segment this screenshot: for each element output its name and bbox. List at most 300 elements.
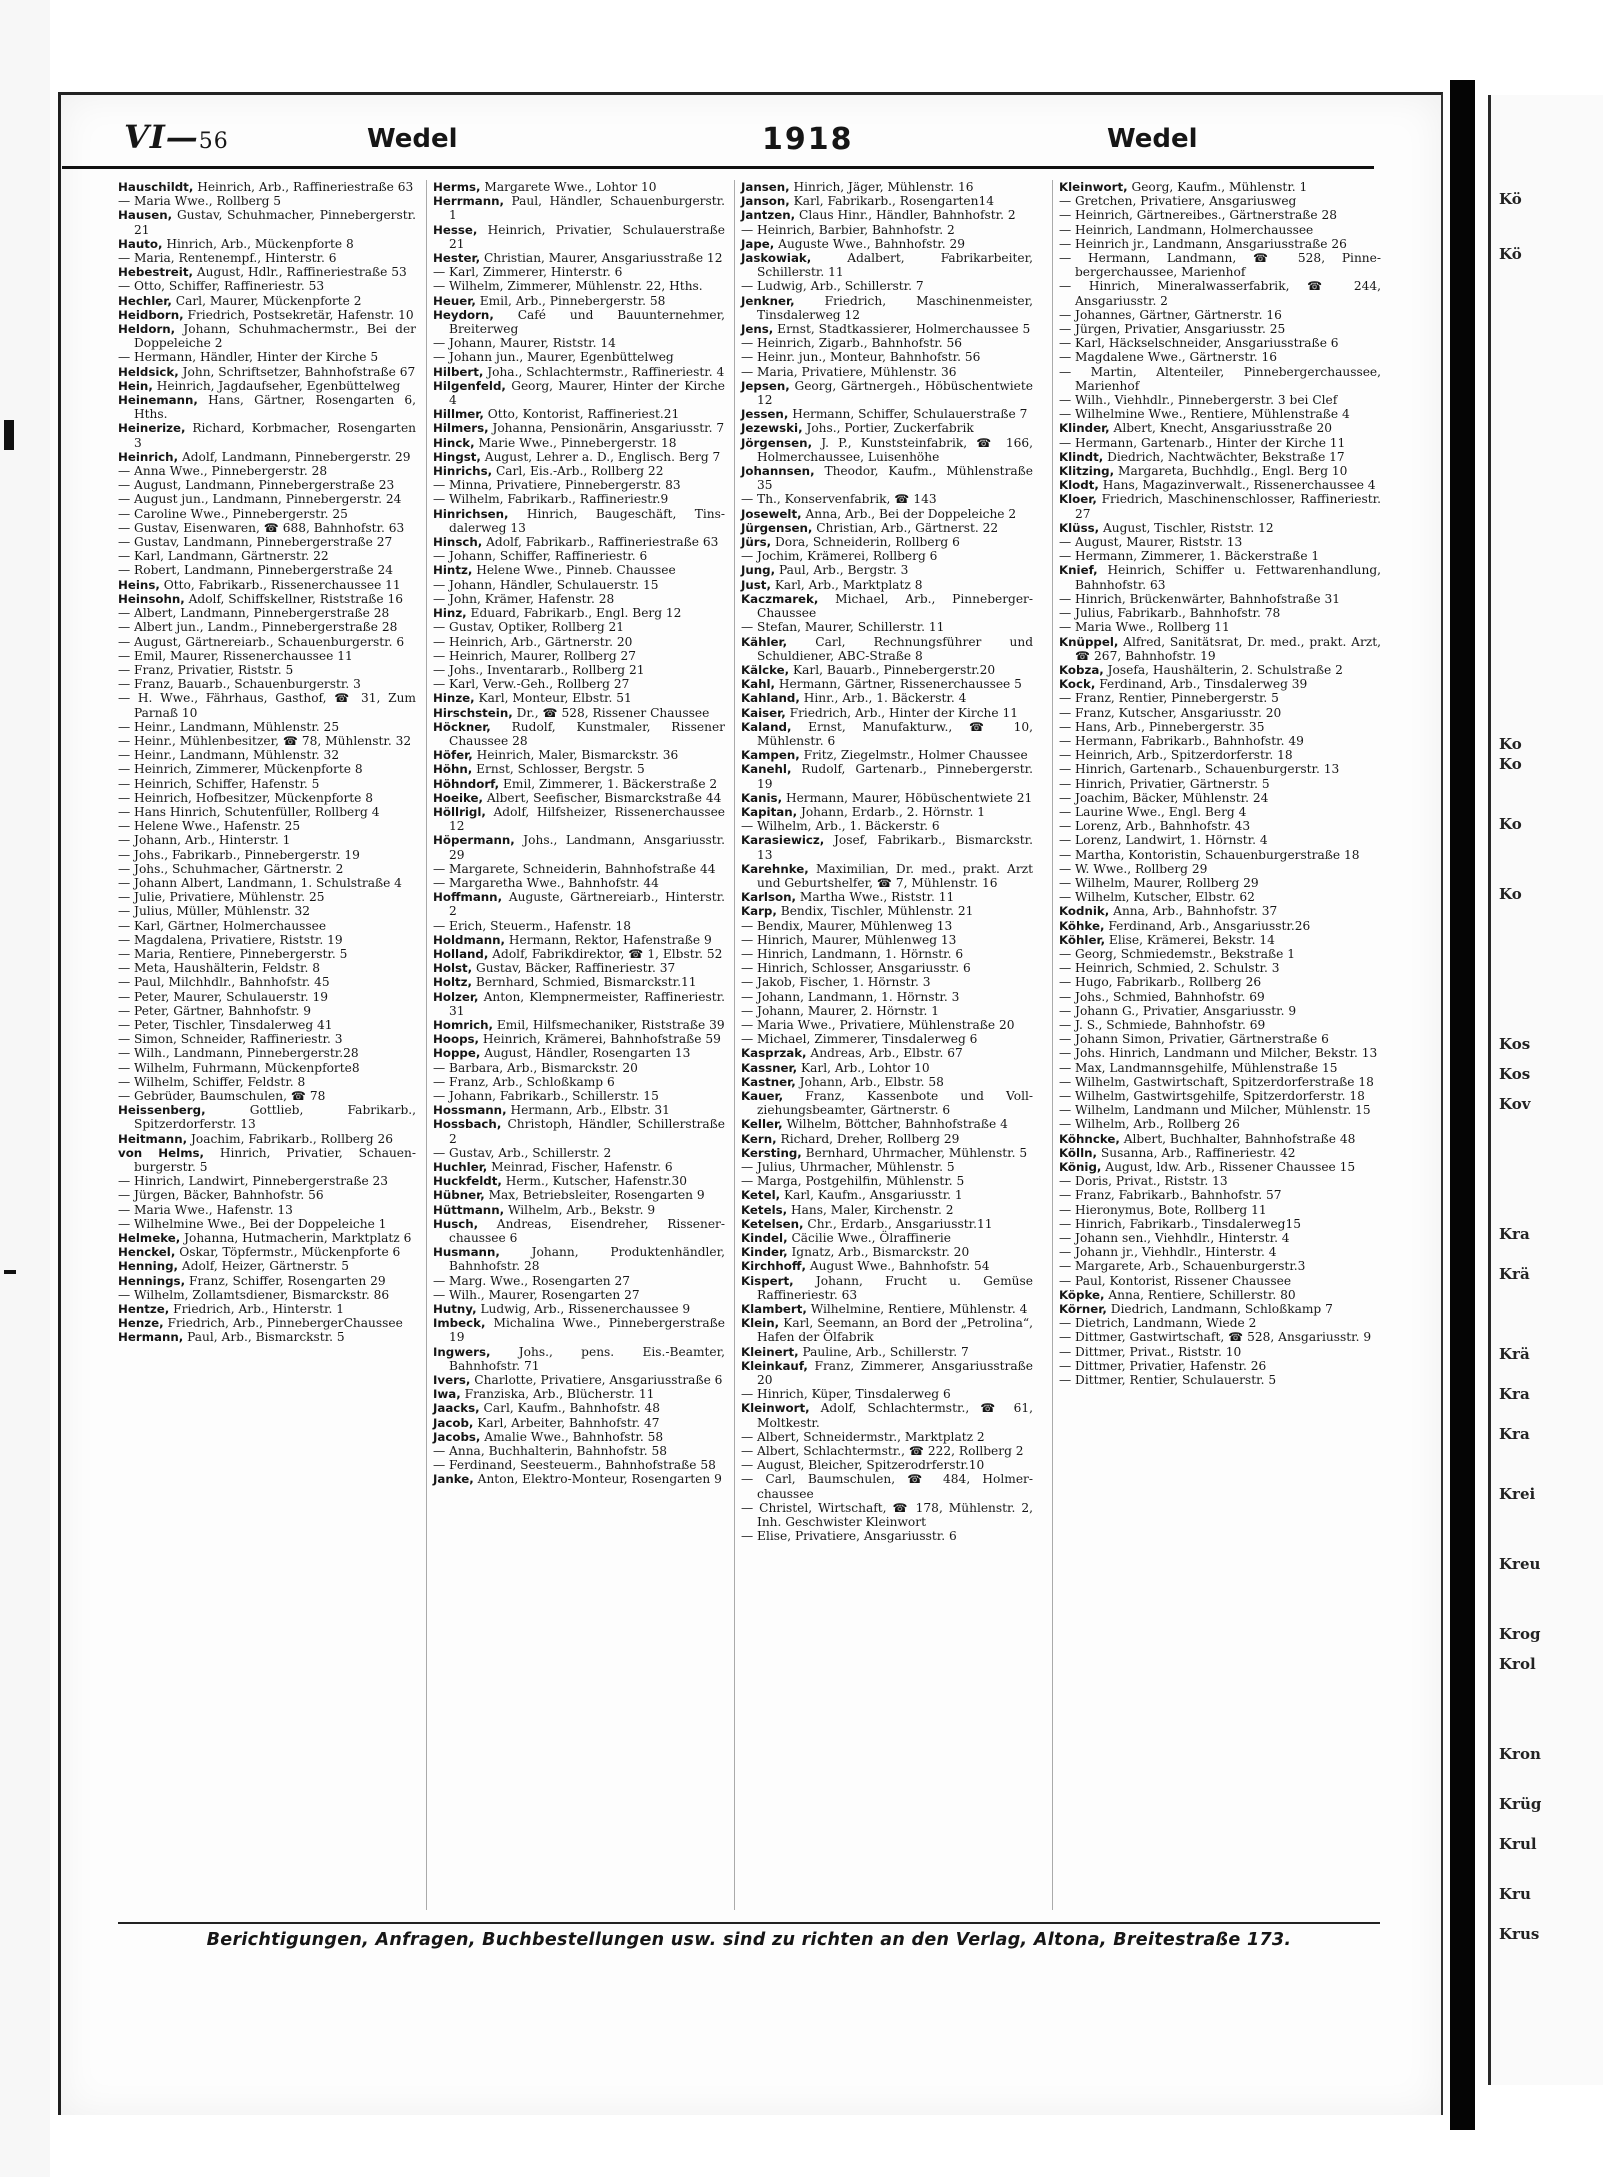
entry-surname: Köhler, [1059,932,1106,947]
entry-surname: Kindel, [741,1231,788,1246]
directory-entry [1059,237,1381,251]
entry-details: — Hinrich, Privatier, Gärtnerstr. 5 [1059,776,1270,791]
entry-details: — Heinrich, Schmied, 2. Schulstr. 3 [1059,961,1280,976]
entry-details: — Albert, Schlachtermstr., ☎ 222, Rollberg 2 [741,1444,1024,1459]
entry-details: Anna, Arb., Bahnhofstr. 37 [1113,904,1278,919]
directory-entry [1059,194,1381,208]
directory-entry [118,720,416,734]
directory-entry [118,677,416,691]
directory-entry [741,1061,1033,1075]
directory-entry [118,663,416,677]
entry-details: — Hinrich, Maurer, Mühlenweg 13 [741,932,957,947]
entry-surname: Johannsen, [741,464,815,479]
directory-entry [118,1302,416,1316]
adjacent-page-fragment: Kö [1499,245,1522,263]
scan-margin-left [0,0,50,2177]
entry-surname: Kleinwort, [1059,180,1128,194]
directory-entry [433,635,725,649]
entry-surname: Kirchhoff, [741,1259,806,1274]
directory-entry [1059,1259,1381,1273]
entry-details: — Heinrich, Schiffer, Hafenstr. 5 [118,776,320,791]
directory-entry [1059,947,1381,961]
directory-entry [118,975,416,989]
entry-details: — Franz, Arb., Schloßkamp 6 [433,1074,615,1089]
entry-details: — Joachim, Bäcker, Mühlenstr. 24 [1059,790,1269,805]
entry-details: August, ldw. Arb., Rissener Chaussee 15 [1105,1160,1356,1175]
entry-details: John, Schriftsetzer, Bahnhofstraße 67 [182,364,416,379]
directory-entry [1059,1217,1381,1231]
directory-entry [1059,663,1381,677]
entry-details: Carl, Eis.-Arb., Rollberg 22 [495,464,664,479]
entry-details: — Maria, Privatiere, Mühlenstr. 36 [741,364,957,379]
entry-surname: Karehnke, [741,861,809,876]
entry-details: — Heinr. jun., Monteur, Bahnhofstr. 56 [741,350,981,365]
directory-entry [118,805,416,819]
directory-entry [433,1146,725,1160]
entry-details: — Dittmer, Rentier, Schulauerstr. 5 [1059,1373,1277,1388]
column-2 [426,180,725,1910]
entry-details: — Johs. Hinrich, Landmann und Milcher, Bekstr. 13 [1059,1046,1378,1061]
directory-entry [1059,1061,1381,1075]
directory-entry [1059,322,1381,336]
directory-entry [1059,791,1381,805]
directory-entry [741,421,1033,435]
directory-entry [741,350,1033,364]
directory-entry [118,1316,416,1330]
entry-surname: Hübner, [433,1188,485,1203]
entry-surname: Jürs, [741,535,772,550]
entry-surname: Kanis, [741,790,783,805]
entry-details: — Hinrich, Landmann, 1. Hörnstr. 6 [741,946,964,961]
entry-details: Michael, Arb., PinnebergerChaussee [757,591,1034,621]
entry-surname: Hintz, [433,563,473,578]
entry-details: — Johann jr., Viehhdlr., Hinterstr. 4 [1059,1245,1277,1260]
entry-details: — Hans, Arb., Pinnebergerstr. 35 [1059,719,1265,734]
entry-details: — Heinrich, Zigarb., Bahnhofstr. 56 [741,336,962,351]
entry-surname: Kaland, [741,719,792,734]
entry-details: Hans, Gärtner, Rosengarten 6, Hths. [134,393,416,422]
entry-surname: Hutny, [433,1302,477,1317]
entry-details: Gottlieb, Fabrikarb., Spitzerdorferstr. 13 [134,1103,416,1132]
directory-entry [433,180,725,194]
entry-surname: Kauer, [741,1089,784,1103]
directory-entry [1059,691,1381,705]
entry-details: Adolf, Schlachtermstr., ☎ 61, Moltkestr. [757,1401,1034,1430]
directory-entry [741,592,1033,620]
directory-entry [741,521,1033,535]
directory-entry [433,1345,725,1373]
entry-details: Adolf, Heizer, Gärtnerstr. 5 [181,1259,349,1274]
entry-details: — Hermann, Zimmerer, 1. Bäckerstraße 1 [1059,549,1320,564]
entry-details: Fritz, Ziegelmstr., Holmer Chaussee [803,748,1028,763]
entry-details: — Paul, Milchhdlr., Bahnhofstr. 45 [118,975,330,990]
entry-details: Karl, Arb., Lohtor 10 [801,1060,930,1075]
entry-details: Diedrich, Landmann, Schloßkamp 7 [1110,1302,1333,1317]
directory-entry [1059,223,1381,237]
entry-details: Adolf, Hilfsheizer, Rissenerchaussee 12 [449,804,726,834]
directory-entry [741,464,1033,492]
directory-entry [1059,1103,1381,1117]
directory-entry [118,620,416,634]
entry-details: Johs., Landmann, Ansgariusstr. 29 [449,833,726,862]
entry-details: Carl, Kaufm., Bahnhofstr. 48 [483,1401,661,1416]
entry-details: — Johann jun., Maurer, Egenbüttelweg [433,350,674,365]
entry-details: — Johannes, Gärtner, Gärtnerstr. 16 [1059,307,1282,322]
directory-entry [118,933,416,947]
directory-entry [433,1160,725,1174]
directory-entry [741,1188,1033,1202]
directory-entry [1059,1188,1381,1202]
entry-details: Gustav, Schuhmacher, Pinnebergerstr. 21 [134,208,417,237]
directory-entry [741,180,1033,194]
entry-surname: Jepsen, [741,378,790,393]
entry-details: Max, Betriebsleiter, Rosengarten 9 [488,1188,705,1203]
directory-entry [118,563,416,577]
entry-details: — Elise, Privatiere, Ansgariusstr. 6 [741,1529,957,1544]
entry-details: Richard, Dreher, Rollberg 29 [780,1131,960,1146]
directory-entry [741,805,1033,819]
entry-details: — Gustav, Landmann, Pinnebergerstraße 27 [118,535,393,550]
directory-entry [741,1359,1033,1387]
directory-entry [118,635,416,649]
directory-entry [118,748,416,762]
entry-surname: Kock, [1059,677,1096,692]
entry-details: Paul, Arb., Bergstr. 3 [779,563,909,578]
directory-entry [1059,1231,1381,1245]
directory-entry [433,1316,725,1344]
entry-details: Christian, Arb., Gärtnerst. 22 [816,520,999,535]
directory-entry [118,322,416,350]
entry-details: — Hinrich, Brückenwärter, Bahnhofstraße 31 [1059,591,1340,606]
entry-surname: Jantzen, [741,208,796,223]
entry-details: — Margaretha Wwe., Bahnhofstr. 44 [433,875,659,890]
entry-details: Eduard, Fabrikarb., Engl. Berg 12 [470,606,682,621]
entry-details: — Hinrich, Küper, Tinsdalerweg 6 [741,1387,951,1402]
directory-entry [433,549,725,563]
directory-entry [433,379,725,407]
entry-details: — Robert, Landmann, Pinnebergerstraße 24 [118,563,394,578]
directory-entry [118,421,416,449]
directory-entry [118,578,416,592]
entry-details: — Jürgen, Bäcker, Bahnhofstr. 56 [118,1188,324,1203]
entry-surname: Hinz, [433,606,467,621]
directory-entry [741,1032,1033,1046]
entry-details: Adolf, Landmann, Pinnebergerstr. 29 [181,449,411,464]
directory-entry [433,1430,725,1444]
entry-details: Franz, Schiffer, Rosengarten 29 [188,1273,386,1288]
directory-entry [1059,620,1381,634]
directory-entry [741,1217,1033,1231]
directory-entry [1059,876,1381,890]
entry-details: — Erich, Steuerm., Hafenstr. 18 [433,918,631,933]
entry-surname: Hilmers, [433,421,489,436]
entry-details: — Wilhelm, Fuhrmann, Mückenpforte8 [118,1060,360,1075]
entry-details: — Wilhelm, Gastwirtsgehilfe, Spitzerdorferstr. 18 [1059,1089,1365,1103]
entry-surname: Köhncke, [1059,1131,1120,1146]
directory-entry [433,1117,725,1145]
entry-details: — Wilh., Viehhdlr., Pinnebergerstr. 3 bei Clef [1059,393,1338,408]
directory-entry [433,919,725,933]
directory-entry [741,677,1033,691]
directory-entry [118,777,416,791]
directory-entry [433,1217,725,1245]
entry-details: — Heinr., Landmann, Mühlenstr. 32 [118,748,340,763]
entry-details: Otto, Fabrikarb., Rissenerchaussee 11 [163,577,401,592]
entry-surname: Kinder, [741,1245,788,1260]
entry-surname: Hilgenfeld, [433,378,506,393]
entry-details: Hinrich, Arb., Mückenpforte 8 [166,236,354,251]
entry-details: — Johann, Arb., Hinterstr. 1 [118,833,291,848]
directory-entry [1059,720,1381,734]
directory-entry [433,620,725,634]
entry-surname: König, [1059,1160,1102,1175]
adjacent-page-fragment: Kra [1499,1385,1530,1403]
directory-entry [118,919,416,933]
entry-details: August, Tischler, Riststr. 12 [1102,520,1274,535]
entry-details: J. P., Kunststeinfabrik, ☎ 166, Holmerchaussee, Luisenhöhe [757,435,1033,464]
entry-details: Friedrich, Postsekretär, Hafenstr. 10 [187,307,414,322]
entry-surname: Jens, [741,322,774,337]
entry-details: Friedrich, Maschinenschlosser, Raffineriestr. 27 [1075,492,1381,521]
directory-entry [1059,819,1381,833]
directory-entry [1059,833,1381,847]
directory-entry [1059,592,1381,606]
directory-entry [741,791,1033,805]
directory-entry [118,606,416,620]
directory-entry [741,706,1033,720]
directory-entry [118,1330,416,1344]
directory-entry [741,507,1033,521]
entry-details: August, Hdlr., Raffineriestraße 53 [196,265,407,280]
directory-entry [433,223,725,251]
directory-entry [741,379,1033,407]
directory-entry [433,507,725,535]
entry-details: — Wilh., Landmann, Pinnebergerstr.28 [118,1046,359,1061]
directory-entry [741,1529,1033,1543]
entry-details: — Marg. Wwe., Rosengarten 27 [433,1273,631,1288]
entry-surname: Hein, [118,378,153,393]
entry-details: — August, Maurer, Riststr. 13 [1059,535,1243,550]
entry-surname: Imbeck, [433,1316,486,1331]
page-number: VI—56 [124,118,229,156]
entry-details: — Otto, Schiffer, Raffineriestr. 53 [118,279,325,294]
directory-entry [741,492,1033,506]
entry-details: — Gustav, Arb., Schillerstr. 2 [433,1145,612,1160]
entry-details: Georg, Kaufm., Mühlenstr. 1 [1131,180,1308,194]
directory-entry [433,1416,725,1430]
entry-details: — Max, Landmannsgehilfe, Mühlenstraße 15 [1059,1060,1338,1075]
directory-entry [1059,450,1381,464]
entry-details: Johann, Arb., Elbstr. 58 [799,1074,944,1089]
directory-entry [1059,805,1381,819]
directory-entry [1059,635,1381,663]
directory-entry [1059,1274,1381,1288]
directory-entry [1059,1359,1381,1373]
directory-entry [1059,1117,1381,1131]
entry-surname: Klitzing, [1059,464,1115,479]
directory-entry [1059,890,1381,904]
directory-entry [741,563,1033,577]
entry-details: — August jun., Landmann, Pinnebergerstr. 24 [118,492,402,507]
entry-surname: Klodt, [1059,478,1099,493]
entry-surname: Jörgensen, [741,435,813,450]
directory-entry [1059,365,1381,393]
entry-details: — H. Wwe., Fährhaus, Gasthof, ☎ 31, Zum Parnaß 10 [118,691,416,720]
directory-entry [433,961,725,975]
directory-entry [1059,1075,1381,1089]
entry-details: Hinr., Arb., 1. Bäckerstr. 4 [803,691,967,706]
directory-entry [741,1174,1033,1188]
entry-surname: Hoffmann, [433,890,503,905]
entry-surname: Kahland, [741,691,800,706]
entry-details: — Johann Simon, Privatier, Gärtnerstraße 6 [1059,1032,1329,1047]
entry-details: Hans, Maler, Kirchenstr. 2 [791,1202,954,1217]
directory-entry [433,706,725,720]
entry-surname: Heins, [118,577,160,592]
directory-entry [1059,1302,1381,1316]
directory-entry [1059,1316,1381,1330]
entry-details: Ernst, Manufakturw., ☎ 10, Mühlenstr. 6 [757,719,1033,748]
entry-details: — Hinrich, Gartenarb., Schauenburgerstr. 13 [1059,762,1340,777]
entry-details: Albert, Knecht, Ansgariusstraße 20 [1113,421,1332,436]
directory-entry [1059,1345,1381,1359]
entry-details: — Dittmer, Privat., Riststr. 10 [1059,1344,1242,1359]
entry-details: — Wilhelm, Fabrikarb., Raffineriestr.9 [433,492,669,507]
entry-surname: Höhndorf, [433,776,500,791]
entry-surname: Jaacks, [433,1401,480,1416]
entry-details: — Maria, Rentiere, Pinnebergerstr. 5 [118,946,348,961]
entry-details: — Dittmer, Gastwirtschaft, ☎ 528, Ansgariusstr. 9 [1059,1330,1372,1345]
entry-details: Heinrich, Krämerei, Bahnhofstraße 59 [482,1032,721,1047]
entry-surname: Hilbert, [433,364,484,379]
entry-surname: Klindt, [1059,449,1104,464]
entry-details: Franz, Zimmerer, Ansgariusstraße 20 [757,1358,1033,1388]
entry-details: — Lorenz, Landwirt, 1. Hörnstr. 4 [1059,833,1268,848]
entry-details: Dora, Schneiderin, Rollberg 6 [774,535,960,550]
entry-details: — Franz, Bauarb., Schauenburgerstr. 3 [118,677,361,692]
entry-details: Hermann, Arb., Elbstr. 31 [510,1103,670,1118]
entry-surname: Jürgensen, [741,520,813,535]
entry-details: — Gustav, Optiker, Rollberg 21 [433,620,625,635]
entry-details: — Wilhelm, Arb., Rollberg 26 [1059,1117,1240,1132]
directory-entry [741,933,1033,947]
entry-details: — Johann sen., Viehhdlr., Hinterstr. 4 [1059,1231,1290,1246]
entry-surname: Henning, [118,1259,179,1274]
directory-entry [741,990,1033,1004]
entry-details: Claus Hinr., Händler, Bahnhofstr. 2 [799,208,1016,223]
directory-entry [433,1373,725,1387]
directory-entry [433,663,725,677]
adjacent-page-fragment: Kos [1499,1065,1531,1083]
directory-entry [741,1132,1033,1146]
directory-entry [741,620,1033,634]
directory-entry [1059,1174,1381,1188]
directory-entry [741,365,1033,379]
directory-entry [118,180,416,194]
directory-entry [118,1061,416,1075]
entry-surname: Josewelt, [741,506,802,521]
directory-entry [1059,919,1381,933]
entry-surname: Hüttmann, [433,1202,505,1217]
adjacent-page-fragment: Krog [1499,1625,1541,1643]
entry-surname: Jacobs, [433,1429,481,1444]
entry-details: Anna, Rentiere, Schillerstr. 80 [1108,1287,1296,1302]
directory-entry [741,1046,1033,1060]
directory-entry [741,890,1033,904]
entry-details: Georg, Gärtnergeh., Höbüschentwiete 12 [757,378,1034,408]
entry-surname: Kölln, [1059,1145,1098,1160]
directory-entry [118,791,416,805]
directory-entry [741,535,1033,549]
entry-details: — Wilhelm, Kutscher, Elbstr. 62 [1059,890,1255,905]
entry-details: Franz, Kassenbote und Vollziehungsbeamter, Gärtnerstr. 6 [757,1089,1034,1118]
entry-details: Georg, Maurer, Hinter der Kirche 4 [449,378,726,408]
column-1 [118,180,416,1910]
directory-entry [741,194,1033,208]
entry-details: Karl, Seemann, an Bord der „Petrolina“, Hafen der Ölfabrik [757,1316,1033,1345]
directory-entry [1059,407,1381,421]
entry-details: — Heinrich, Gärtnereibes., Gärtnerstraße 28 [1059,208,1338,223]
directory-entry [1059,1288,1381,1302]
entry-surname: Kleinwort, [741,1401,810,1416]
directory-entry [1059,862,1381,876]
directory-entry [1059,1146,1381,1160]
entry-details: Albert, Buchhalter, Bahnhofstraße 48 [1123,1131,1356,1146]
directory-entry [118,592,416,606]
directory-entry [741,279,1033,293]
directory-entry [118,1004,416,1018]
directory-entry [1059,748,1381,762]
entry-details: Michalina Wwe., Pinnebergerstraße 19 [449,1316,726,1345]
directory-entry [118,464,416,478]
entry-details: Hermann, Maurer, Höbüschentwiete 21 [785,790,1033,805]
entry-details: Friedrich, Arb., PinnebergerChaussee [167,1316,403,1331]
entry-details: — August, Landmann, Pinnebergerstraße 23 [118,478,395,493]
directory-entry [433,890,725,918]
entry-details: — Peter, Gärtner, Bahnhofstr. 9 [118,1003,312,1018]
directory-entry [433,805,725,833]
entry-details: Albert, Seefischer, Bismarckstraße 44 [486,790,722,805]
entry-surname: Heydorn, [433,307,494,322]
entry-details: — Johann, Maurer, 2. Hörnstr. 1 [741,1003,939,1018]
directory-entry [118,947,416,961]
directory-entry [118,1075,416,1089]
entry-surname: Hechler, [118,293,172,308]
entry-details: — Minna, Privatiere, Pinnebergerstr. 83 [433,478,681,493]
directory-entry [741,1345,1033,1359]
entry-surname: Köpke, [1059,1287,1105,1302]
directory-entry [433,1387,725,1401]
entry-details: — W. Wwe., Rollberg 29 [1059,861,1208,876]
directory-entry [1059,1032,1381,1046]
entry-surname: Jaskowiak, [741,251,812,266]
entry-details: — Hermann, Fabrikarb., Bahnhofstr. 49 [1059,733,1304,748]
entry-details: — Wilhelm, Arb., 1. Bäckerstr. 6 [741,819,940,834]
entry-details: — Lorenz, Arb., Bahnhofstr. 43 [1059,819,1251,834]
directory-entry [433,1245,725,1273]
directory-entry [118,1103,416,1131]
entry-surname: Ketelsen, [741,1216,804,1231]
directory-entry [741,1004,1033,1018]
adjacent-page-fragment: Ko [1499,885,1522,903]
entry-details: Karl, Monteur, Elbstr. 51 [478,691,632,706]
entry-details: — Heinrich, Maurer, Rollberg 27 [433,648,636,663]
entry-details: — Maria Wwe., Hafenstr. 13 [118,1202,293,1217]
entry-details: — Johs., Schuhmacher, Gärtnerstr. 2 [118,861,344,876]
entry-surname: Hebestreit, [118,265,193,280]
entry-surname: Herms, [433,180,481,194]
entry-surname: Hinrichsen, [433,506,509,521]
